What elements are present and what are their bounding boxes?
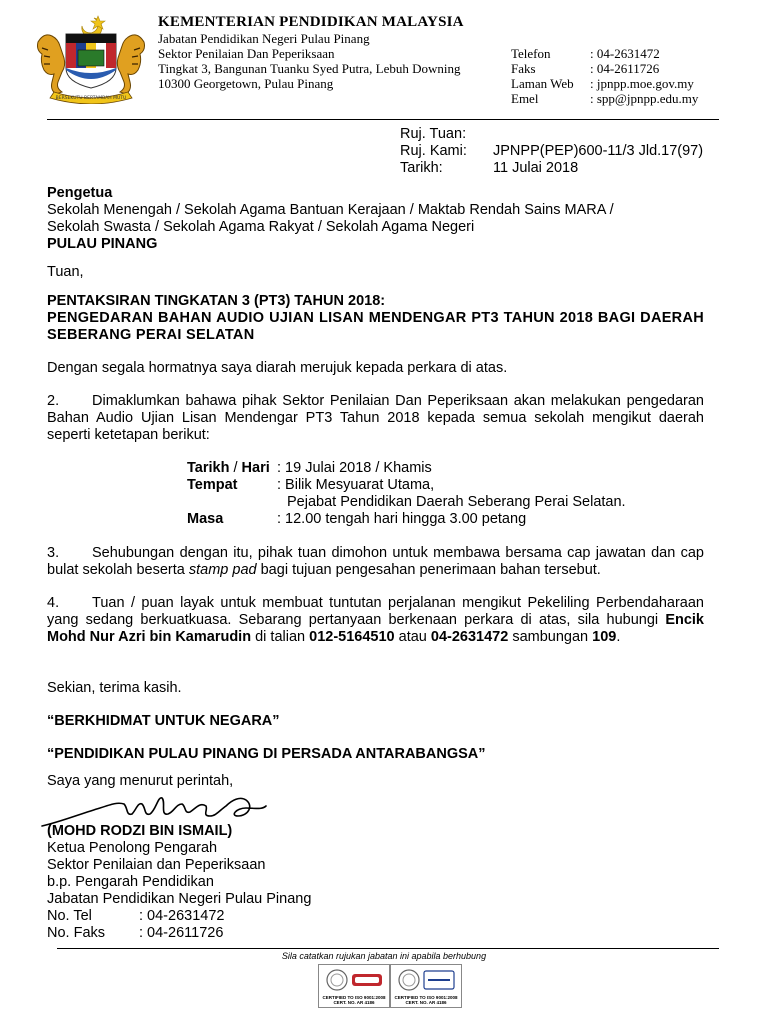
- cert-text: CERTIFIED TO ISO 9001:2008 CERT. NO. AR 4186: [394, 995, 458, 1005]
- contact-row-website: [511, 76, 741, 91]
- ref-value: 11 Julai 2018: [493, 160, 579, 176]
- contact-person-name: Encik Mohd Nur Azri bin Kamarudin: [47, 612, 704, 645]
- iso-certification-badge-1: [318, 964, 390, 1008]
- letterhead-address: [158, 31, 498, 91]
- recipient-block: [47, 185, 727, 253]
- schedule-row-place: [187, 477, 707, 494]
- address-line: Tingkat 3, Bangunan Tuanku Syed Putra, Lebuh Downing: [158, 61, 461, 76]
- schedule-value: : 19 Julai 2018 / Khamis: [277, 460, 432, 476]
- paragraph-2: [47, 393, 704, 444]
- recipient-line: Sekolah Menengah / Sekolah Agama Bantuan Kerajaan / Maktab Rendah Sains MARA /: [47, 202, 614, 218]
- address-line: 10300 Georgetown, Pulau Pinang: [158, 76, 334, 91]
- paragraph-3: [47, 545, 704, 579]
- signatory-block: [47, 823, 447, 942]
- schedule-value: Pejabat Pendidikan Daerah Seberang Perai Selatan.: [287, 494, 626, 510]
- schedule-label-hari: Hari: [241, 460, 270, 476]
- schedule-value: : Bilik Mesyuarat Utama,: [277, 477, 435, 493]
- signatory-line: Jabatan Pendidikan Negeri Pulau Pinang: [47, 891, 312, 907]
- contact-phone: 012-5164510: [309, 629, 395, 645]
- footer-note: Sila catatkan rujukan jabatan ini apabila berhubung: [281, 951, 487, 961]
- paragraph-italic-text: stamp pad: [188, 562, 257, 578]
- contact-row-telefon: [511, 46, 741, 61]
- contact-value: : 04-2611726: [590, 61, 660, 76]
- letterhead-contacts: [511, 46, 741, 106]
- footer-divider: [57, 948, 719, 949]
- contact-value[interactable]: : jpnpp.moe.gov.my: [590, 76, 694, 91]
- subject-line: PENGEDARAN BAHAN AUDIO UJIAN LISAN MENDENGAR PT3 TAHUN 2018 BAGI DAERAH SEBERANG PERAI SELATAN: [47, 310, 704, 343]
- schedule-row-time: [187, 511, 707, 528]
- header-divider: [47, 119, 719, 120]
- sign-intro: Saya yang menurut perintah,: [47, 773, 234, 789]
- paragraph-text: Dimaklumkan bahawa pihak Sektor Penilaian Dan Peperiksaan akan melakukan pengedaran Bahan Audio Ujian Lisan Mendengar PT3 Tahun 2018 kepada semua sekolah mengikut daerah seperti ketetapan berikut:: [47, 393, 704, 443]
- paragraph-number: 4.: [47, 595, 60, 611]
- contact-row-email: [511, 91, 741, 106]
- paragraph-text: Tuan / puan layak untuk membuat tuntutan perjalanan mengikut Pekeliling Perbendaharaan yang sedang berkuatkuasa. Sebarang pertanyaan berkenaan perkara di atas, sila hubungi: [47, 595, 704, 628]
- cert-text: CERTIFIED TO ISO 9001:2008 CERT. NO. AR 4186: [322, 995, 386, 1005]
- schedule-label-separator: /: [229, 460, 242, 476]
- paragraph-text: .: [616, 629, 621, 645]
- contact-label: Emel: [511, 91, 539, 106]
- signatory-line: Ketua Penolong Pengarah: [47, 840, 218, 856]
- schedule-value: : 12.00 tengah hari hingga 3.00 petang: [277, 511, 527, 527]
- ref-row: [400, 126, 740, 143]
- subject-block: [47, 293, 704, 344]
- recipient-line: Sekolah Swasta / Sekolah Agama Rakyat / Sekolah Agama Negeri: [47, 219, 475, 235]
- recipient-title: Pengetua: [47, 185, 113, 201]
- signatory-label: No. Faks: [47, 925, 106, 941]
- schedule-label: Tempat: [187, 477, 238, 493]
- contact-label: Faks: [511, 61, 536, 76]
- schedule-row-place-cont: [187, 494, 707, 511]
- paragraph-text: bagi tujuan pengesahan penerimaan bahan tersebut.: [256, 562, 601, 578]
- contact-phone: 04-2631472: [430, 629, 509, 645]
- signatory-line: Sektor Penilaian dan Peperiksaan: [47, 857, 266, 873]
- salutation: Tuan,: [47, 264, 84, 280]
- schedule-label: [187, 460, 277, 477]
- paragraph-text: atau: [394, 629, 431, 645]
- opening-paragraph: Dengan segala hormatnya saya diarah merujuk kepada perkara di atas.: [47, 360, 508, 376]
- reference-block: [400, 126, 740, 177]
- schedule-label: Masa: [187, 511, 224, 527]
- ref-label: Ruj. Tuan:: [400, 126, 467, 142]
- paragraph-text: Sehubungan dengan itu, pihak tuan dimohon untuk membawa bersama cap jawatan dan cap bulat sekolah beserta: [47, 545, 704, 578]
- ref-row: [400, 160, 740, 177]
- address-line: Jabatan Pendidikan Negeri Pulau Pinang: [158, 31, 370, 46]
- closing-text: Sekian, terima kasih.: [47, 680, 182, 696]
- signatory-name: (MOHD RODZI BIN ISMAIL): [47, 823, 233, 839]
- schedule-label-tarikh: Tarikh: [187, 460, 230, 476]
- contact-value[interactable]: : spp@jpnpp.edu.my: [590, 91, 699, 106]
- ref-row: [400, 143, 740, 160]
- paragraph-text: di talian: [251, 629, 310, 645]
- contact-label: Laman Web: [511, 76, 574, 91]
- malaysia-coat-of-arms-logo: [32, 12, 150, 104]
- contact-extension: 109: [592, 629, 617, 645]
- signatory-line: b.p. Pengarah Pendidikan: [47, 874, 214, 890]
- signatory-tel-row: [47, 908, 447, 925]
- paragraph-text: sambungan: [508, 629, 593, 645]
- contact-row-faks: [511, 61, 741, 76]
- ref-label: Ruj. Kami:: [400, 143, 467, 159]
- ref-value: JPNPP(PEP)600-11/3 Jld.17(97): [493, 143, 704, 159]
- ref-label: Tarikh:: [400, 160, 443, 176]
- paragraph-4: [47, 595, 704, 646]
- contact-value: : 04-2631472: [590, 46, 660, 61]
- paragraph-number: 3.: [47, 545, 60, 561]
- paragraph-number: 2.: [47, 393, 60, 409]
- schedule-block: [187, 460, 707, 528]
- signatory-label: No. Tel: [47, 908, 92, 924]
- signatory-value: : 04-2631472: [139, 908, 225, 924]
- signatory-fax-row: [47, 925, 447, 942]
- ministry-name: KEMENTERIAN PENDIDIKAN MALAYSIA: [158, 14, 464, 30]
- schedule-row-date: [187, 460, 707, 477]
- motto-2: “PENDIDIKAN PULAU PINANG DI PERSADA ANTARABANGSA”: [47, 746, 486, 762]
- recipient-state: PULAU PINANG: [47, 236, 158, 252]
- contact-label: Telefon: [511, 46, 551, 61]
- motto-1: “BERKHIDMAT UNTUK NEGARA”: [47, 713, 280, 729]
- subject-line: PENTAKSIRAN TINGKATAN 3 (PT3) TAHUN 2018:: [47, 293, 386, 309]
- iso-certification-badge-2: [390, 964, 462, 1008]
- address-line: Sektor Penilaian Dan Peperiksaan: [158, 46, 335, 61]
- signatory-value: : 04-2611726: [139, 925, 224, 941]
- svg-text:BERSEKUTU BERTAMBAH MUTU: BERSEKUTU BERTAMBAH MUTU: [55, 96, 127, 101]
